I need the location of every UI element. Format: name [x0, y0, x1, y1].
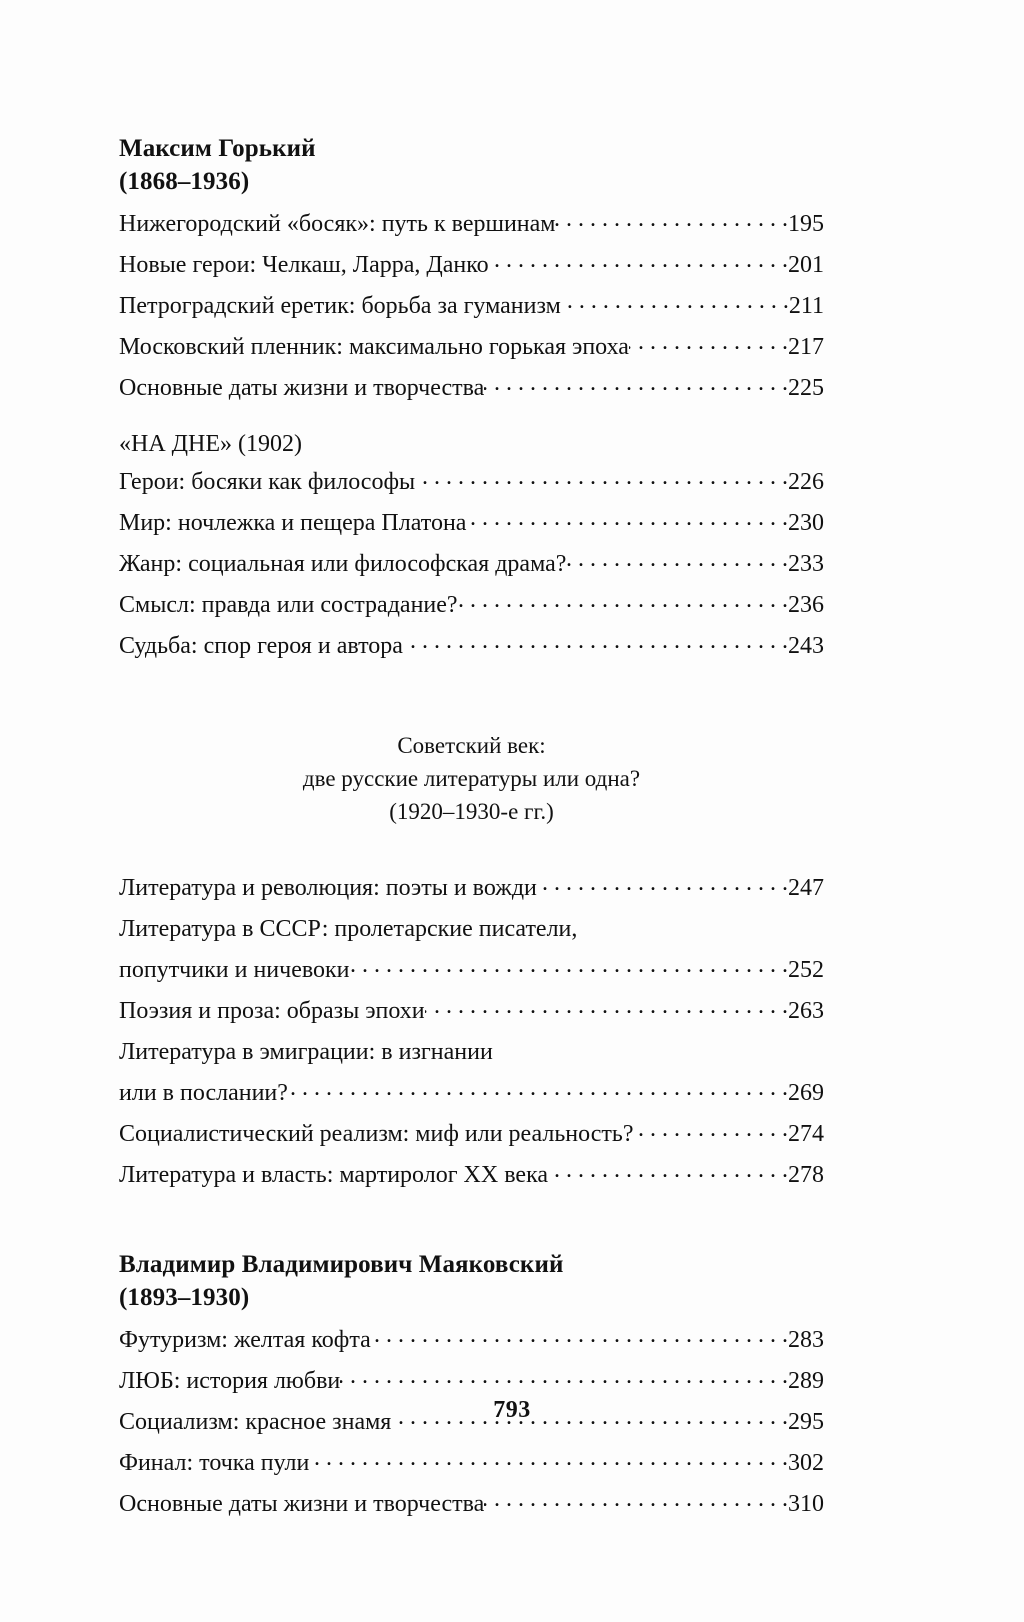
toc-entry[interactable]: [119, 626, 824, 667]
toc-entry-page: 211: [788, 293, 824, 319]
toc-entry-page: 230: [788, 510, 824, 536]
part-title-line: две русские литературы или одна?: [302, 766, 641, 791]
toc-entry[interactable]: [119, 585, 824, 626]
toc-entry-label: Литература в СССР: пролетарские писатели,: [119, 916, 578, 942]
toc-entry-page: 310: [788, 1491, 824, 1517]
toc-entry-label: Литература в эмиграции: в изгнании: [119, 1039, 493, 1065]
toc-entry-label: Футуризм: желтая кофта: [119, 1327, 371, 1353]
toc-entry-label: Социалистический реализм: миф или реальность?: [119, 1121, 634, 1147]
page-folio: 793: [493, 1397, 531, 1423]
work-heading-na-dne: «НА ДНЕ» (1902): [119, 431, 303, 457]
dot-leader: [415, 465, 788, 489]
toc-entry-page: 226: [788, 469, 824, 495]
toc-entry-label: Мир: ночлежка и пещера Платона: [119, 510, 467, 536]
toc-entry-label: Основные даты жизни и творчества: [119, 1491, 485, 1517]
toc-entry[interactable]: [119, 503, 824, 544]
spacer: [119, 409, 824, 427]
toc-entry-page: 225: [788, 375, 824, 401]
toc-entry-label-cont: или в послании?: [119, 1080, 288, 1106]
dot-leader: [466, 506, 788, 530]
toc-entry-page: 201: [788, 252, 824, 278]
spacer: [119, 667, 824, 729]
toc-entry-label: ЛЮБ: история любви: [119, 1368, 341, 1394]
spacer: [119, 828, 824, 868]
dot-leader: [350, 953, 788, 977]
toc-entry[interactable]: [119, 327, 824, 368]
toc-entry-label: Московский пленник: максимально горькая эпоха: [119, 334, 629, 360]
toc-entry-page: 217: [788, 334, 824, 360]
toc-entry-label: Смысл: правда или сострадание?: [119, 592, 458, 618]
toc-entry-label: Социализм: красное знамя: [119, 1409, 392, 1435]
dot-leader: [566, 547, 788, 571]
toc-entry-label: Нижегородский «босяк»: путь к вершинам: [119, 211, 556, 237]
toc-entry[interactable]: [119, 462, 824, 503]
toc-entry-label-cont: попутчики и ничевоки: [119, 957, 350, 983]
part-title-soviet-century: [119, 729, 824, 828]
part-title-line: (1920–1930-е гг.): [389, 799, 554, 824]
toc-entry[interactable]: [119, 1114, 824, 1155]
toc-entry-page: 278: [788, 1162, 824, 1188]
part-title-line: Советский век:: [397, 733, 546, 758]
toc-entry-page: 236: [788, 592, 824, 618]
dot-leader: [340, 1364, 788, 1388]
toc-entry-page: 289: [788, 1368, 824, 1394]
spacer: [119, 1196, 824, 1248]
author-years: (1893–1930): [119, 1284, 250, 1311]
toc-entry[interactable]: [119, 204, 824, 245]
toc-entry-label: Литература и революция: поэты и вожди: [119, 875, 537, 901]
section-heading-gorky: [119, 132, 824, 198]
toc-entry[interactable]: [119, 1032, 824, 1114]
toc-entry[interactable]: [119, 1320, 824, 1361]
dot-leader: [555, 207, 788, 231]
toc-entry[interactable]: [119, 868, 824, 909]
section-heading-mayakovsky: [119, 1248, 824, 1314]
toc-entry-label: Жанр: социальная или философская драма?: [119, 551, 567, 577]
toc-entry[interactable]: [119, 368, 824, 409]
toc-entry[interactable]: [119, 1443, 824, 1484]
author-years: (1868–1936): [119, 168, 250, 195]
toc-entry-page: 269: [788, 1080, 824, 1106]
toc-entry-label: Судьба: спор героя и автора: [119, 633, 403, 659]
toc-entry-label: Литература и власть: мартиролог XX века: [119, 1162, 549, 1188]
toc-entry-page: 247: [788, 875, 824, 901]
toc-entry-page: 302: [788, 1450, 824, 1476]
dot-leader: [288, 1076, 788, 1100]
toc-entry[interactable]: [119, 286, 824, 327]
toc-entry[interactable]: [119, 544, 824, 585]
toc-entry[interactable]: [119, 1155, 824, 1196]
dot-leader: [309, 1446, 788, 1470]
toc-entry-page: 243: [788, 633, 824, 659]
dot-leader: [537, 871, 788, 895]
dot-leader: [484, 1487, 788, 1511]
toc-entry-page: 195: [788, 211, 824, 237]
toc-entry-label: Петроградский еретик: борьба за гуманизм: [119, 293, 561, 319]
dot-leader: [371, 1323, 788, 1347]
toc-entry-label: Поэзия и проза: образы эпохи: [119, 998, 425, 1024]
dot-leader: [629, 330, 788, 354]
dot-leader: [633, 1117, 788, 1141]
toc-entry[interactable]: [119, 1361, 824, 1402]
toc-entry-label: Основные даты жизни и творчества: [119, 375, 485, 401]
dot-leader: [458, 588, 788, 612]
dot-leader: [489, 248, 788, 272]
toc-entry-page: 283: [788, 1327, 824, 1353]
toc-entry-page: 274: [788, 1121, 824, 1147]
toc-entry-page: 263: [788, 998, 824, 1024]
toc-entry-label: Герои: босяки как философы: [119, 469, 416, 495]
toc-entry[interactable]: [119, 245, 824, 286]
toc-entry-page: 252: [788, 957, 824, 983]
dot-leader: [548, 1158, 788, 1182]
dot-leader: [561, 289, 789, 313]
dot-leader: [484, 371, 788, 395]
toc-content: [119, 132, 824, 1525]
author-name: Владимир Владимирович Маяковский: [119, 1251, 564, 1278]
toc-entry-page: 233: [788, 551, 824, 577]
dot-leader: [403, 629, 788, 653]
toc-entry[interactable]: [119, 991, 824, 1032]
toc-entry-label: Новые герои: Челкаш, Ларра, Данко: [119, 252, 489, 278]
toc-entry-label: Финал: точка пули: [119, 1450, 310, 1476]
author-name: Максим Горький: [119, 135, 316, 162]
dot-leader: [425, 994, 788, 1018]
toc-entry[interactable]: [119, 909, 824, 991]
toc-entry-page: 295: [788, 1409, 824, 1435]
toc-entry[interactable]: [119, 1484, 824, 1525]
